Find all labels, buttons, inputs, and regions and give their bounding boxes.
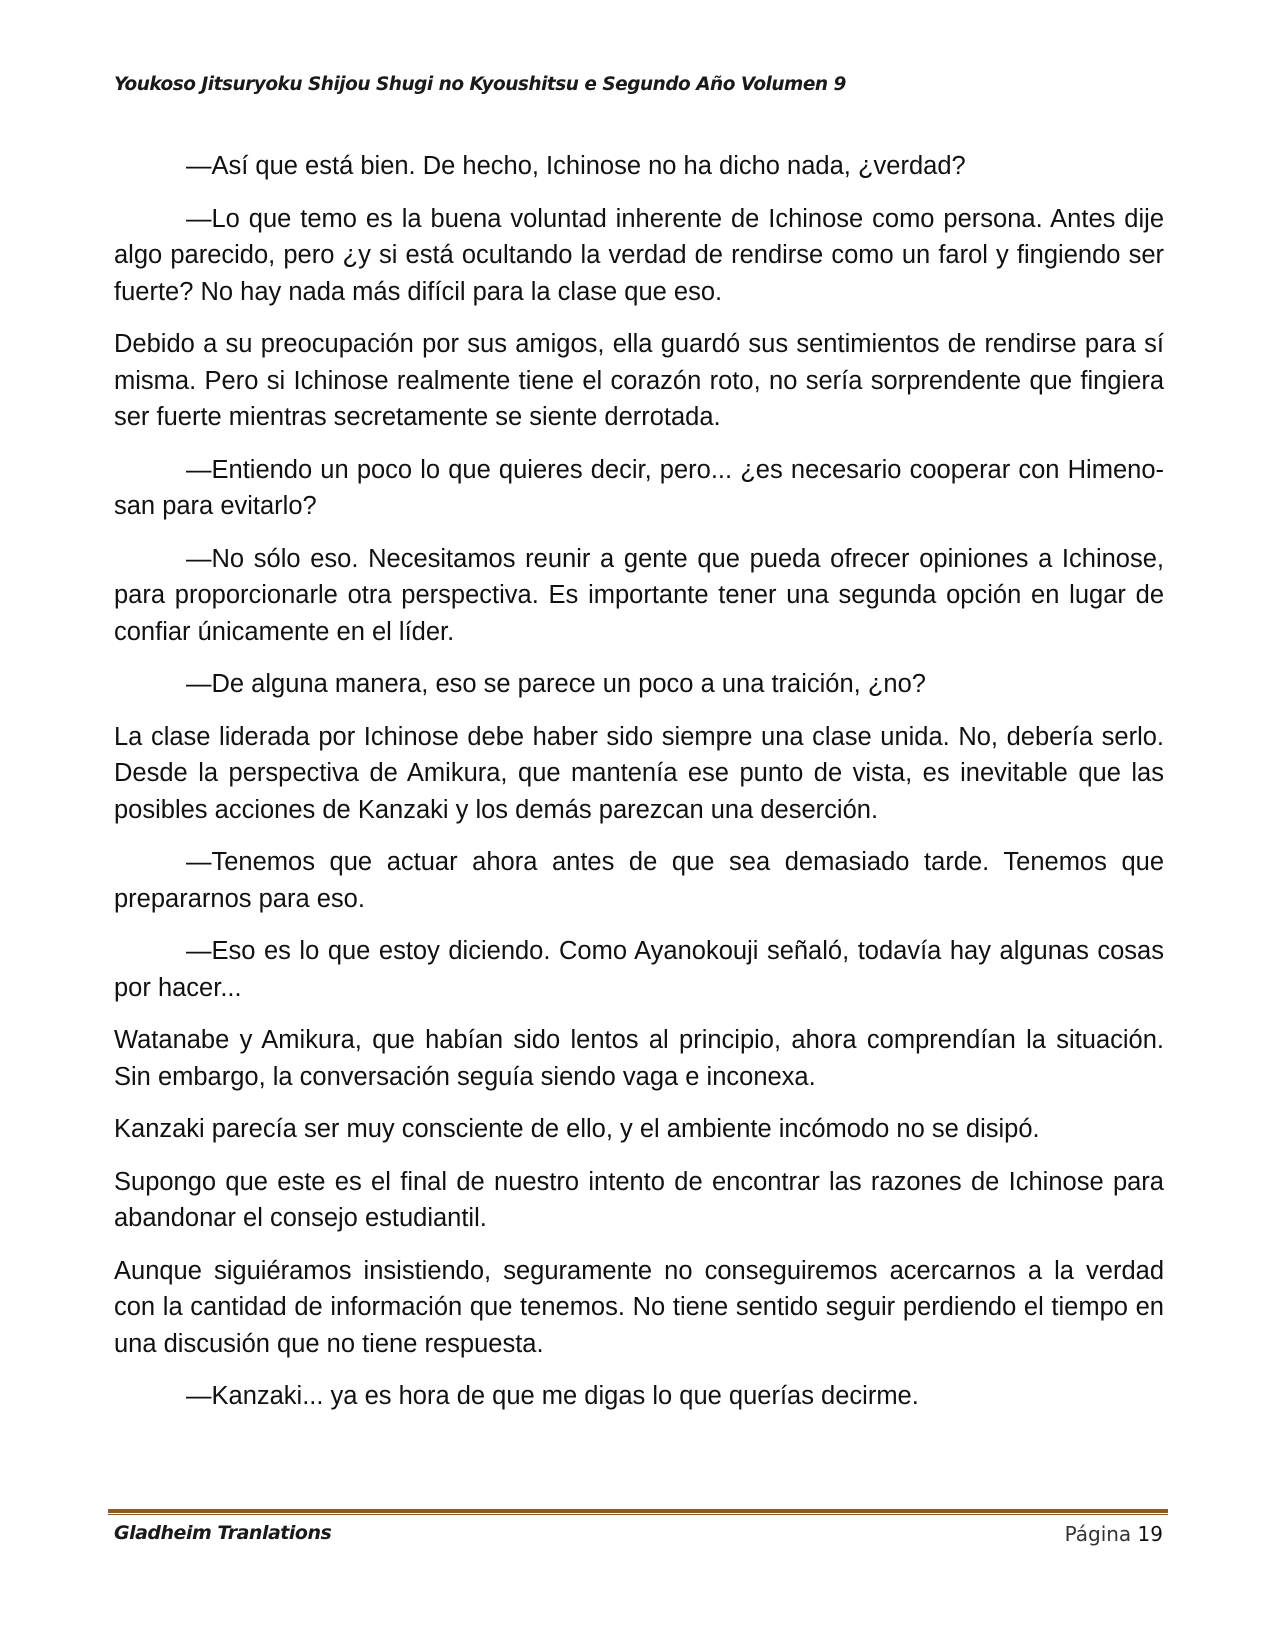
footer-credit: Gladheim Tranlations bbox=[114, 1522, 332, 1544]
page-header-title: Youkoso Jitsuryoku Shijou Shugi no Kyoushitsu e Segundo Año Volumen 9 bbox=[114, 74, 846, 95]
paragraph-3: Debido a su preocupación por sus amigos, ella guardó sus sentimientos de rendirse para sí misma. Pero si Ichinose realmente tiene el corazón roto, no sería sorprendente que fingiera ser fuerte mientras secretamente se siente derrotada. bbox=[114, 330, 1164, 431]
page-number-area bbox=[1065, 1522, 1163, 1546]
paragraph-12: Supongo que este es el final de nuestro intento de encontrar las razones de Ichinose para abandonar el consejo estudiantil. bbox=[114, 1167, 1164, 1232]
page-body bbox=[114, 148, 1164, 1431]
paragraph-13: Aunque siguiéramos insistiendo, seguramente no conseguiremos acercarnos a la verdad con la cantidad de información que tenemos. No tiene sentido seguir perdiendo el tiempo en una discusión que no tiene respuesta. bbox=[114, 1256, 1164, 1358]
paragraph-8: —Tenemos que actuar ahora antes de que sea demasiado tarde. Tenemos que prepararnos para eso. bbox=[114, 848, 1164, 913]
paragraph-4: —Entiendo un poco lo que quieres decir, pero... ¿es necesario cooperar con Himeno-san para evitarlo? bbox=[114, 455, 1164, 520]
footer-divider bbox=[108, 1509, 1168, 1515]
paragraph-2: —Lo que temo es la buena voluntad inherente de Ichinose como persona. Antes dije algo parecido, pero ¿y si está ocultando la verdad de rendirse como un farol y fingiendo ser fuerte? No hay nada más difícil para la clase que eso. bbox=[114, 204, 1164, 306]
page-number: 19 bbox=[1137, 1522, 1163, 1546]
paragraph-14: —Kanzaki... ya es hora de que me digas lo que querías decirme. bbox=[186, 1382, 919, 1410]
paragraph-11: Kanzaki parecía ser muy consciente de ello, y el ambiente incómodo no se disipó. bbox=[114, 1115, 1040, 1143]
paragraph-7: La clase liderada por Ichinose debe haber sido siempre una clase unida. No, debería serlo. Desde la perspectiva de Amikura, que mantenía ese punto de vista, es inevitable que las posibles acciones de Kanzaki y los demás parezcan una deserción. bbox=[114, 722, 1164, 824]
paragraph-5: —No sólo eso. Necesitamos reunir a gente que pueda ofrecer opiniones a Ichinose, para proporcionarle otra perspectiva. Es importante tener una segunda opción en lugar de confiar únicamente en el líder. bbox=[114, 544, 1164, 646]
paragraph-1: —Así que está bien. De hecho, Ichinose no ha dicho nada, ¿verdad? bbox=[186, 152, 966, 180]
paragraph-10: Watanabe y Amikura, que habían sido lentos al principio, ahora comprendían la situación. Sin embargo, la conversación seguía siendo vaga e inconexa. bbox=[114, 1026, 1164, 1091]
page-label: Página bbox=[1064, 1522, 1132, 1546]
paragraph-9: —Eso es lo que estoy diciendo. Como Ayanokouji señaló, todavía hay algunas cosas por hacer... bbox=[114, 937, 1164, 1002]
paragraph-6: —De alguna manera, eso se parece un poco a una traición, ¿no? bbox=[186, 670, 926, 698]
